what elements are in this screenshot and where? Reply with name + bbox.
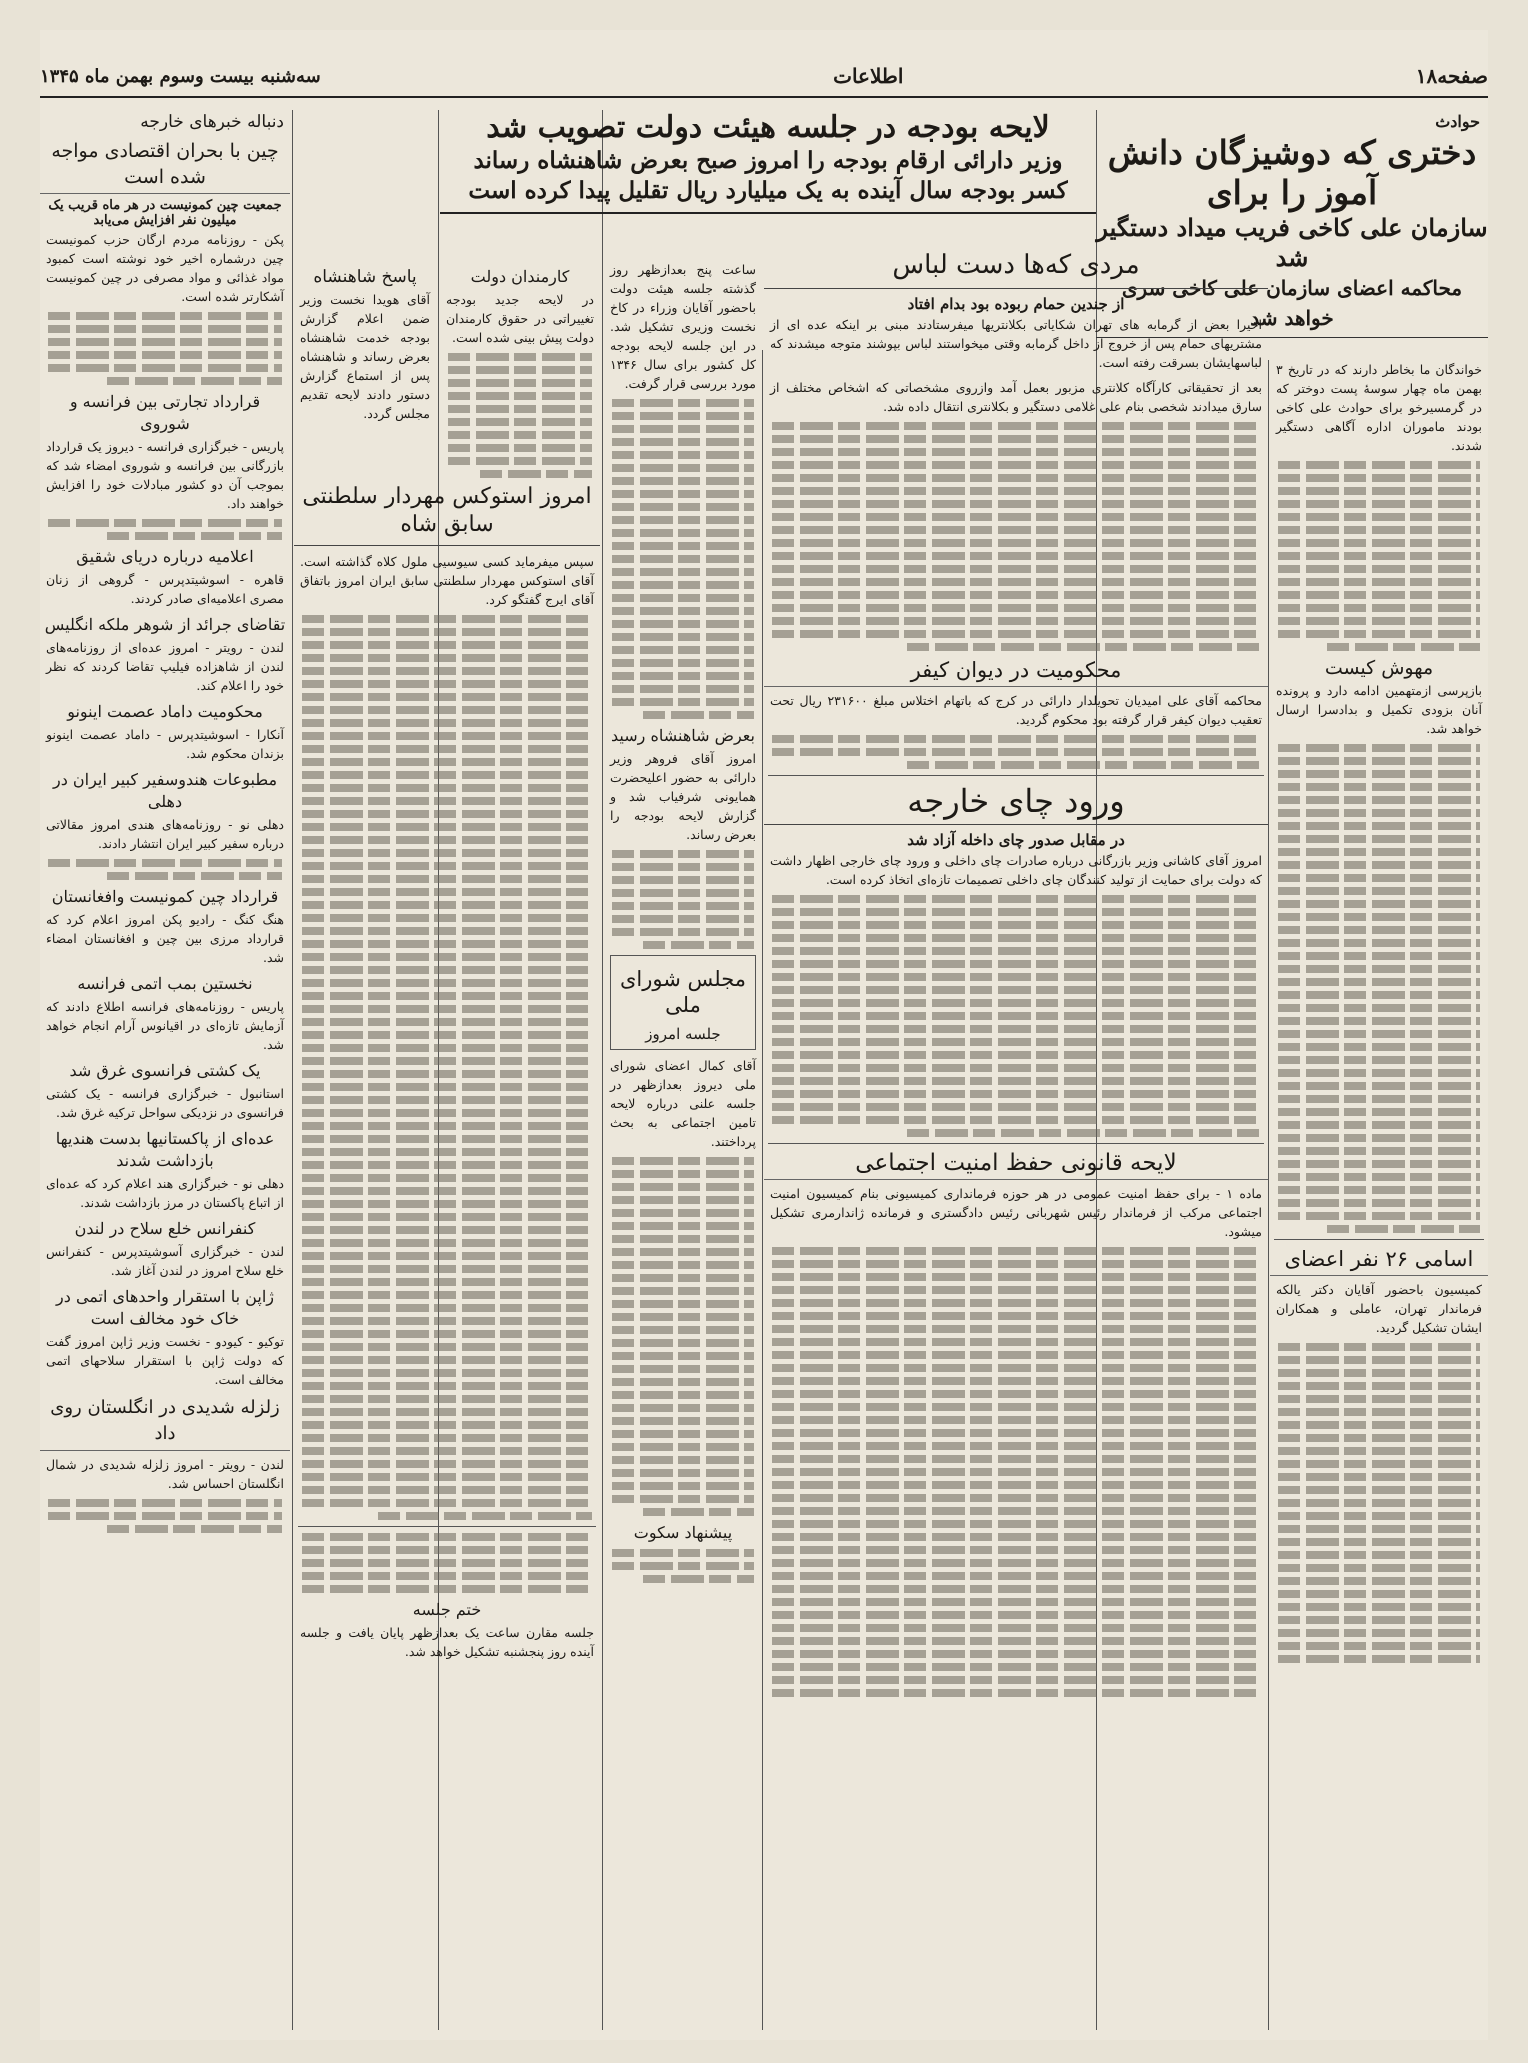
china-afghan-text: هنگ کنگ - رادیو پکن امروز اعلام کرد که قرارداد مرزی بین چین و افغانستان امضاء شد. [46,912,284,965]
gist-text: بازپرسی ازمتهمین ادامه دارد و پرونده آنان بزودی تکمیل و بدادسرا ارسال خواهد شد. [1276,683,1482,736]
ship-headline: یک کشتی فرانسوی غرق شد [69,1061,261,1080]
shah-answer [294,260,436,470]
budget-deck-2: کسر بودجه سال آینده به یک میلیارد ریال تقلیل پیدا کرده است [468,177,1068,204]
tea-headline: ورود چای خارجه [764,784,1268,825]
majlis-subhead: جلسه امروز [645,1025,721,1043]
court-headline: محکومیت در دیوان کیفر [764,657,1268,687]
page-number: صفحه۱۸ [1415,64,1488,88]
court-text: محاکمه آقای علی امیدیان تحویلدار دارائی در کرج که باتهام اختلاس مبلغ ۲۳۱۶۰۰ ریال تحت تعقیب دیوان کیفر قرار گرفته بود محکوم گردید. [770,693,1262,727]
declaration-headline: اعلامیه درباره دریای شقیق [76,547,254,566]
foreign-news-column [40,110,290,2040]
uk-headline: تقاضای جرائد از شوهر ملکه انگلیس [44,615,286,634]
trade-text: پاریس - خبرگزاری فرانسه - دیروز یک قرارداد بازرگانی بین فرانسه و شوروی امضاء شد که بموجب آن دو کشور مبادلات خود را افزایش خواهند داد. [46,439,284,511]
crime-headline-2: سازمان علی کاخی فریب میداد دستگیر شد [1096,213,1488,272]
china-text: پکن - روزنامه مردم ارگان حزب کمونیست چین درشماره اخیر خود نوشته است کمبود مواد غذائی و مواد مصرفی در چین کمونیست آشکارتر شده است. [46,232,284,304]
trade-headline: قرارداد تجارتی بین فرانسه و شوروی [69,392,261,433]
session-end-headline: ختم جلسه [412,1600,482,1619]
quake-text: لندن - رویتر - امروز زلزله شدیدی در شمال انگلستان احساس شد. [46,1457,284,1491]
majlis-headline: مجلس شورای ملی [619,967,747,1017]
china-headline: چین با بحران اقتصادی مواجه شده است [40,138,290,194]
clothes-thief-subhead: از جندین حمام ربوده بود بدام افتاد [907,295,1125,313]
inonu-headline: محکومیت داماد عصمت اینونو [67,702,263,721]
shah-briefing-headline: بعرض شاهنشاه رسید [611,726,755,745]
page-header [40,56,1488,98]
french-bomb-headline: نخستین بمب اتمی فرانسه [77,974,253,993]
column-rule [1268,360,1269,2030]
china-subhead: جمعیت چین کمونیست در هر ماه قریب یک میلیون نفر افزایش می‌یابد [48,198,282,228]
disarmament-headline: کنفرانس خلع سلاح در لندن [74,1219,256,1238]
stokes-story [294,475,600,2040]
shah-answer-headline: پاسخ شاهنشاه [313,267,417,287]
majlis-text: آقای کمال اعضای شورای ملی دیروز بعدازظهر در جلسه علنی درباره لایحه تامین اجتماعی به بحث پرداختند. [610,1058,756,1149]
japan-text: توکیو - کیودو - نخست وزیر ژاپن امروز گفت که دولت ژاپن با استقرار سلاحهای اتمی مخالف است. [46,1334,284,1387]
pakistan-headline: عده‌ای از پاکستانیها بدست هندیها بازداشت شدند [55,1129,275,1170]
members-headline: اسامی ۲۶ نفر اعضای [1270,1246,1488,1276]
budget-column-a [604,260,762,2040]
declaration-text: قاهره - اسوشیتدپرس - گروهی از زنان مصری اعلامیه‌ای صادر کردند. [46,572,284,606]
tea-subhead: در مقابل صدور چای داخله آزاد شد [907,831,1125,849]
inonu-text: آنکارا - اسوشیتدپرس - داماد عصمت اینونو بزندان محکوم شد. [46,727,284,761]
civil-servants-text: در لایحه جدید بودجه تغییراتی در حقوق کارمندان دولت پیش بینی شده است. [446,292,594,345]
column-rule [602,110,603,2030]
crime-side-text: خواندگان ما بخاطر دارند که در تاریخ ۳ بهمن ماه چهار سوسهٔ پست دوختر که در گرمسیرخو برای حوادث علی کاخی بودند ماموران اداره آگاهی دستگیر شدند. [1276,362,1482,453]
security-law-headline: لایحه قانونی حفظ امنیت اجتماعی [764,1150,1268,1180]
quake-headline: زلزله شدیدی در انگلستان روی داد [40,1395,290,1451]
members-text: کمیسیون باحضور آقایان دکتر یالکه فرماندار تهران، عاملی و همکاران ایشان تشکیل گردید. [1276,1282,1482,1335]
stokes-headline: امروز استوکس مهردار سلطنتی سابق شاه [294,483,600,546]
ship-text: استانبول - خبرگزاری فرانسه - یک کشتی فرانسوی در نزدیکی سواحل ترکیه غرق شد. [46,1086,284,1120]
section-kicker: حوادث [1435,112,1480,131]
crime-headline-1: دختری که دوشیزگان دانش آموز را برای [1107,133,1477,212]
french-bomb-text: پاریس - روزنامه‌های فرانسه اطلاع دادند که آزمایش تازه‌ای در اقیانوس آرام انجام خواهد شد. [46,999,284,1052]
budget-lead [440,110,1096,214]
japan-headline: ژاپن با استقرار واحدهای اتمی در خاک خود مخالف است [56,1287,274,1328]
issue-date: سه‌شنبه بیست وسوم بهمن ماه ۱۳۴۵ [40,65,321,87]
silence-headline: پیشنهاد سکوت [633,1523,733,1542]
session-end-text: جلسه مقارن ساعت یک بعدازظهر پایان یافت و جلسه آینده روز پنجشنبه تشکیل خواهد شد. [300,1625,594,1659]
india-press-headline: مطبوعات هندوسفیر کبیر ایران در دهلی [52,770,278,811]
foreign-news-kicker: دنباله خبرهای خارجه [140,112,284,132]
budget-deck-1: وزیر دارائی ارقام بودجه را امروز صبح بعرض شاهنشاه رساند [473,147,1063,174]
crime-headline-3: محاکمه اعضای سازمان علی کاخی سری خواهد شد [1096,273,1488,338]
uk-text: لندن - رویتر - امروز عده‌ای از روزنامه‌های لندن از شاهزاده فیلیپ تقاضا کردند که نظر خود را اعلام کند. [46,640,284,693]
shah-briefing-text: امروز آقای فروهر وزیر دارائی به حضور اعلیحضرت همایونی شرفیاب شد و گزارش لایحه بودجه را بعرض رساند. [610,751,756,842]
pakistan-text: دهلی نو - خبرگزاری هند اعلام کرد که عده‌ای از اتباع پاکستان در مرز بازداشت شدند. [46,1176,284,1210]
gist-headline: مهوش کیست [1324,657,1434,679]
security-law-text: ماده ۱ - برای حفظ امنیت عمومی در هر حوزه فرمانداری کمیسیونی بنام کمیسیون امنیت اجتماعی مرکب از فرماندار رئیس شهربانی رئیس دادگستری و فرمانده ژاندارمری تشکیل میشود. [770,1186,1262,1239]
budget-text: ساعت پنج بعدازظهر روز گذشته جلسه هیئت دولت باحضور آقایان وزراء در کاخ نخست وزیری تشکیل شد. در این جلسه لایحه بودجه کل کشور برای سال ۱۳۴۶ مورد بررسی قرار گرفت. [610,262,756,391]
tea-text: امروز آقای کاشانی وزیر بازرگانی درباره صادرات چای داخلی و ورود چای خارجی اظهار داشت که دولت برای حمایت از تولید کنندگان چای داخلی تصمیمات تازه‌ای اتخاذ کرده است. [770,853,1262,887]
newspaper-page [40,30,1488,2040]
column-rule [762,350,763,2030]
clothes-thief-headline: مردی که‌ها دست لباس [764,248,1268,289]
tea-law-column [764,240,1268,2040]
china-afghan-headline: قرارداد چین کمونیست وافغانستان [51,887,279,906]
clothes-thief-text-2: بعد از تحقیقاتی کارآگاه کلانتری مزبور بعمل آمد وازروی مشخصاتی که اشخاص مختلف از سارق میدادند شخصی بنام علی غلامی دستگیر و بکلانتری انتقال داده شد. [770,380,1262,414]
column-rule [292,110,293,2030]
crime-side-column [1270,360,1488,2040]
india-press-text: دهلی نو - روزنامه‌های هندی امروز مقالاتی درباره سفیر کبیر ایران انتشار دادند. [46,817,284,851]
civil-servants-headline: کارمندان دولت [470,267,570,286]
clothes-thief-text-1: اخیرا بعض از گرمابه های تهران شکایاتی بکلانتریها میفرستادند مبنی بر اینکه عده ای از مشتریهای حمام پس از خروج از داخل گرمابه وقتی میخواستند لباس بپوشند متوجه میشدند که لباسهایشان بسرقت رفته است. [770,317,1262,370]
stokes-text: سپس میفرماید کسی سیوسیی ملول کلاه گذاشته است. آقای استوکس مهردار سلطنتی سابق ایران امروز باتفاق آقای ایرج گفتگو کرد. [300,554,594,607]
disarmament-text: لندن - خبرگزاری آسوشیتدپرس - کنفرانس خلع سلاح امروز در لندن آغاز شد. [46,1244,284,1278]
shah-answer-text: آقای هویدا نخست وزیر ضمن اعلام گزارش بودجه خدمت شاهنشاه بعرض رساند و شاهنشاه پس از استماع گزارش دستور دادند لایحه تقدیم مجلس گردد. [300,292,430,421]
budget-headline: لایحه بودجه در جلسه هیئت دولت تصویب شد [486,110,1050,145]
paper-name: اطلاعات [833,64,904,88]
